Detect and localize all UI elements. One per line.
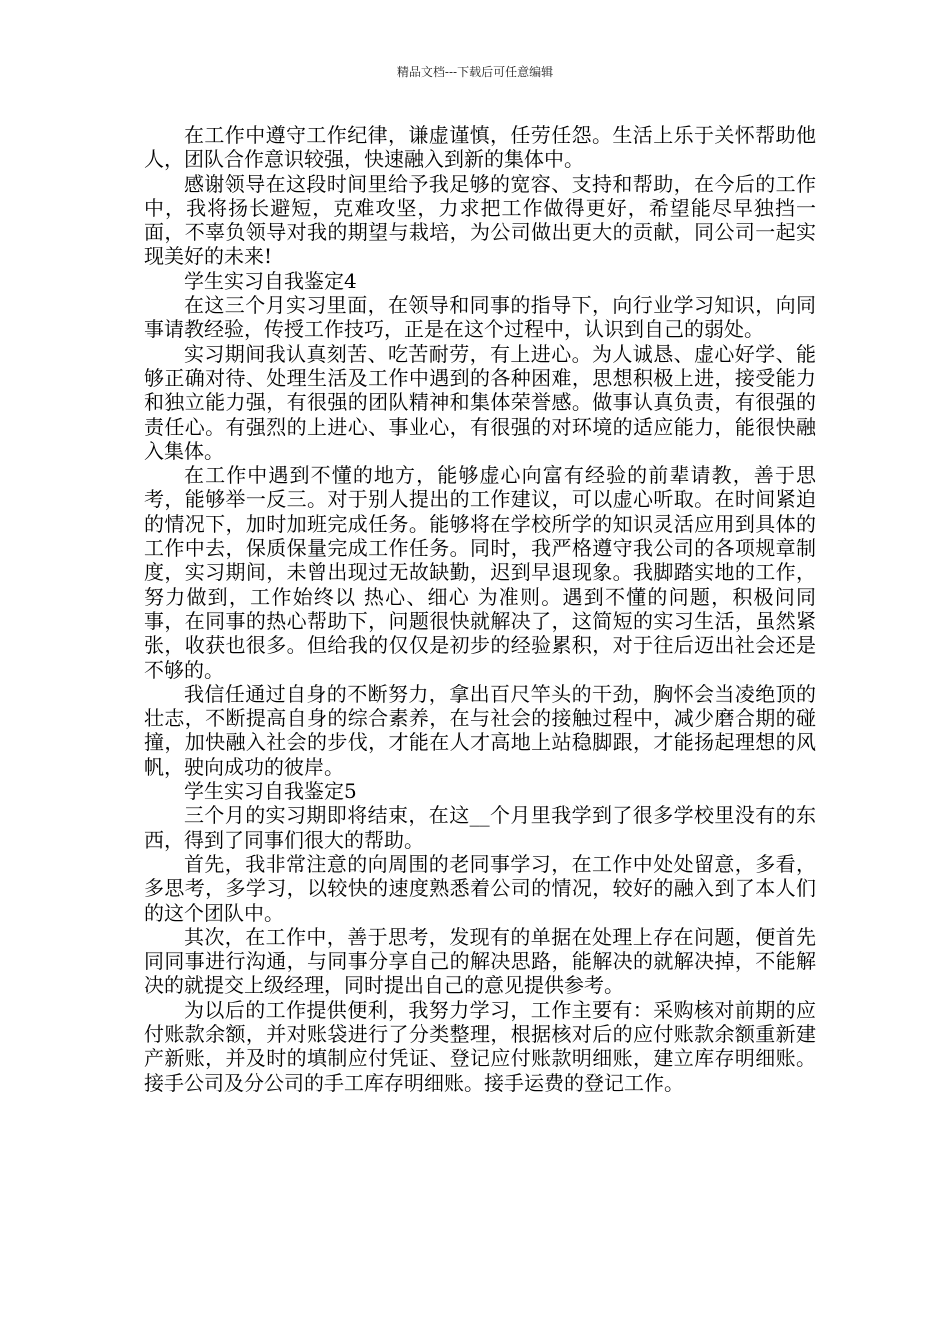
paragraph-three-months: 在这三个月实习里面，在领导和同事的指导下，向行业学习知识，向同事请教经验，传授工作技巧，正是在这个过程中，认识到自己的弱处。 [144,293,816,342]
page-header: 精品文档---下载后可任意编辑 [396,65,554,79]
paragraph-second-think: 其次，在工作中，善于思考，发现有的单据在处理上存在问题，便首先同同事进行沟通，与同事分享自己的解决思路，能解决的就解决掉，不能解决的就提交上级经理，同时提出自己的意见提供参考。 [144,924,816,998]
paragraph-internship-attitude: 实习期间我认真刻苦、吃苦耐劳，有上进心。为人诚恳、虚心好学、能够正确对待、处理生活及工作中遇到的各种困难，思想积极上进，接受能力和独立能力强，有很强的团队精神和集体荣誉感。做事认真负责，有很强的责任心。有强烈的上进心、事业心，有很强的对环境的适应能力，能很快融入集体。 [144,341,816,463]
paragraph-learning-from-seniors: 在工作中遇到不懂的地方，能够虚心向富有经验的前辈请教，善于思考，能够举一反三。对于别人提出的工作建议，可以虚心听取。在时间紧迫的情况下，加时加班完成任务。能够将在学校所学的知识灵活应用到具体的工作中去，保质保量完成工作任务。同时，我严格遵守我公司的各项规章制度，实习期间，未曾出现过无故缺勤，迟到早退现象。我脚踏实地的工作，努力做到，工作始终以 热心、细心 为准则。遇到不懂的问题，积极问同事，在同事的热心帮助下，问题很快就解决了，这简短的实习生活，虽然紧张，收获也很多。但给我的仅仅是初步的经验累积，对于往后迈出社会还是不够的。 [144,463,816,682]
section-heading-4: 学生实习自我鉴定4 [184,268,357,293]
paragraph-first-observe: 首先，我非常注意的向周围的老同事学习，在工作中处处留意，多看，多思考，多学习，以较快的速度熟悉着公司的情况，较好的融入到了本人们的这个团队中。 [144,851,816,925]
paragraph-work-content: 为以后的工作提供便利，我努力学习，工作主要有：采购核对前期的应付账款余额，并对账袋进行了分类整理，根据核对后的应付账款余额重新建产新账，并及时的填制应付凭证、登记应付账款明细账，建立库存明细账。接手公司及分公司的手工库存明细账。接手运费的登记工作。 [144,997,816,1095]
paragraph-work-discipline: 在工作中遵守工作纪律，谦虚谨慎，任劳任怨。生活上乐于关怀帮助他人，团队合作意识较强，快速融入到新的集体中。 [144,123,816,172]
paragraph-internship-ending: 三个月的实习期即将结束，在这__个月里我学到了很多学校里没有的东西，得到了同事们很大的帮助。 [144,803,816,852]
paragraph-thanks-leadership: 感谢领导在这段时间里给予我足够的宽容、支持和帮助，在今后的工作中，我将扬长避短，克难攻坚，力求把工作做得更好，希望能尽早独挡一面，不辜负领导对我的期望与栽培，为公司做出更大的贡献，同公司一起实现美好的未来! [144,171,816,269]
section-heading-5: 学生实习自我鉴定5 [184,779,357,804]
paragraph-self-belief: 我信任通过自身的不断努力，拿出百尺竿头的干劲，胸怀会当凌绝顶的壮志，不断提高自身的综合素养，在与社会的接触过程中，减少磨合期的碰撞，加快融入社会的步伐，才能在人才高地上站稳脚跟，才能扬起理想的风帆，驶向成功的彼岸。 [144,681,816,779]
document-body [144,123,816,1095]
